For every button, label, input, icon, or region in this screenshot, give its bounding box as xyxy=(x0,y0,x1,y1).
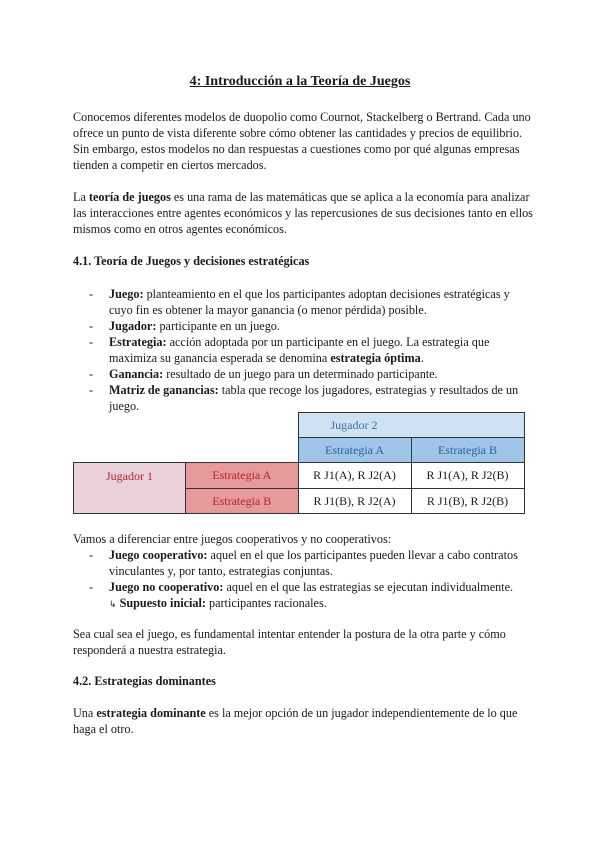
coop-list xyxy=(73,547,533,595)
sub-arrow-icon: ↳ xyxy=(109,599,117,609)
list-item xyxy=(73,547,533,579)
term: Ganancia: xyxy=(109,367,164,381)
term: teoría de juegos xyxy=(88,190,171,204)
empty-cell xyxy=(74,438,186,463)
term: Estrategia: xyxy=(109,335,167,349)
list-item xyxy=(73,382,533,414)
term: estrategia dominante xyxy=(96,706,206,720)
text: tabla que recoge los jugadores, estrategias y resultados de un juego. xyxy=(109,383,519,413)
player1-header: Jugador 1 xyxy=(74,463,186,514)
empty-cell xyxy=(186,438,299,463)
text: aquel en el que los participantes pueden llevar a cabo contratos vinculantes y, por tanto, estrategias conjuntas. xyxy=(109,548,518,578)
player2-header: Jugador 2 xyxy=(298,413,524,438)
list-item xyxy=(73,366,533,382)
player1-strategy-a: Estrategia A xyxy=(186,463,299,489)
term: Jugador: xyxy=(109,319,157,333)
paragraph: Sea cual sea el juego, es fundamental intentar entender la postura de la otra parte y cómo responderá a nuestra estrategia. xyxy=(73,627,506,657)
text: acción adoptada por un participante en el juego. La estrategia que maximiza su ganancia esperada se denomina xyxy=(109,335,490,365)
payoff-cell: R J1(B), R J2(A) xyxy=(298,488,411,514)
text: planteamiento en el que los participantes adoptan decisiones estratégicas y cuyo fin es obtener la mayor ganancia (o menor pérdida) posible. xyxy=(109,287,510,317)
section-heading-4-2: 4.2. Estrategias dominantes xyxy=(73,674,216,688)
list-item xyxy=(73,334,533,366)
intro-paragraph: Conocemos diferentes modelos de duopolio como Cournot, Stackelberg o Bertrand. Cada uno ofrece un punto de vista diferente sobre cómo obtener las cantidades y precios de equilibrio. Sin embargo, estos modelos no dan respuestas a cuestiones como por qué algunas empresas tienden a competir en ciertos mercados. xyxy=(73,110,531,172)
dominant-paragraph xyxy=(73,705,533,737)
payoff-matrix xyxy=(73,412,525,514)
term: Juego no cooperativo: xyxy=(109,580,224,594)
text: aquel en el que las estrategias se ejecutan individualmente. xyxy=(223,580,514,594)
section-heading-4-1: 4.1. Teoría de Juegos y decisiones estratégicas xyxy=(73,254,310,268)
term: Juego: xyxy=(109,287,144,301)
page-title: 4: Introducción a la Teoría de Juegos xyxy=(189,74,411,89)
terms-list xyxy=(73,286,533,414)
player2-strategy-a: Estrategia A xyxy=(298,438,411,463)
text: resultado de un juego para un determinado participante. xyxy=(163,367,438,381)
text: participantes racionales. xyxy=(205,596,327,610)
definition-paragraph xyxy=(73,189,533,237)
text: Una xyxy=(73,706,97,720)
text: es la mejor opción de un jugador independientemente de lo que haga el otro. xyxy=(73,706,518,736)
text: es una rama de las matemáticas que se aplica a la economía para analizar las interacciones entre agentes económicos y las repercusiones de sus decisiones tanto en ellos mismos como en otros agentes económicos. xyxy=(73,190,533,236)
term: Juego cooperativo: xyxy=(109,548,208,562)
list-item xyxy=(73,579,533,595)
payoff-cell: R J1(A), R J2(A) xyxy=(298,463,411,489)
term: estrategia óptima xyxy=(330,351,421,365)
text: La xyxy=(73,190,89,204)
term: Matriz de ganancias: xyxy=(109,383,219,397)
player2-strategy-b: Estrategia B xyxy=(411,438,524,463)
text: . xyxy=(420,351,424,365)
payoff-cell: R J1(A), R J2(B) xyxy=(411,463,524,489)
assumption-line xyxy=(73,595,533,612)
list-item xyxy=(73,318,533,334)
coop-intro: Vamos a diferenciar entre juegos cooperativos y no cooperativos: xyxy=(73,532,392,546)
text: participante en un juego. xyxy=(156,319,280,333)
player1-strategy-b: Estrategia B xyxy=(186,488,299,514)
payoff-cell: R J1(B), R J2(B) xyxy=(411,488,524,514)
empty-cell xyxy=(186,413,299,438)
list-item xyxy=(73,286,533,318)
term: Supuesto inicial: xyxy=(119,596,206,610)
empty-cell xyxy=(74,413,186,438)
